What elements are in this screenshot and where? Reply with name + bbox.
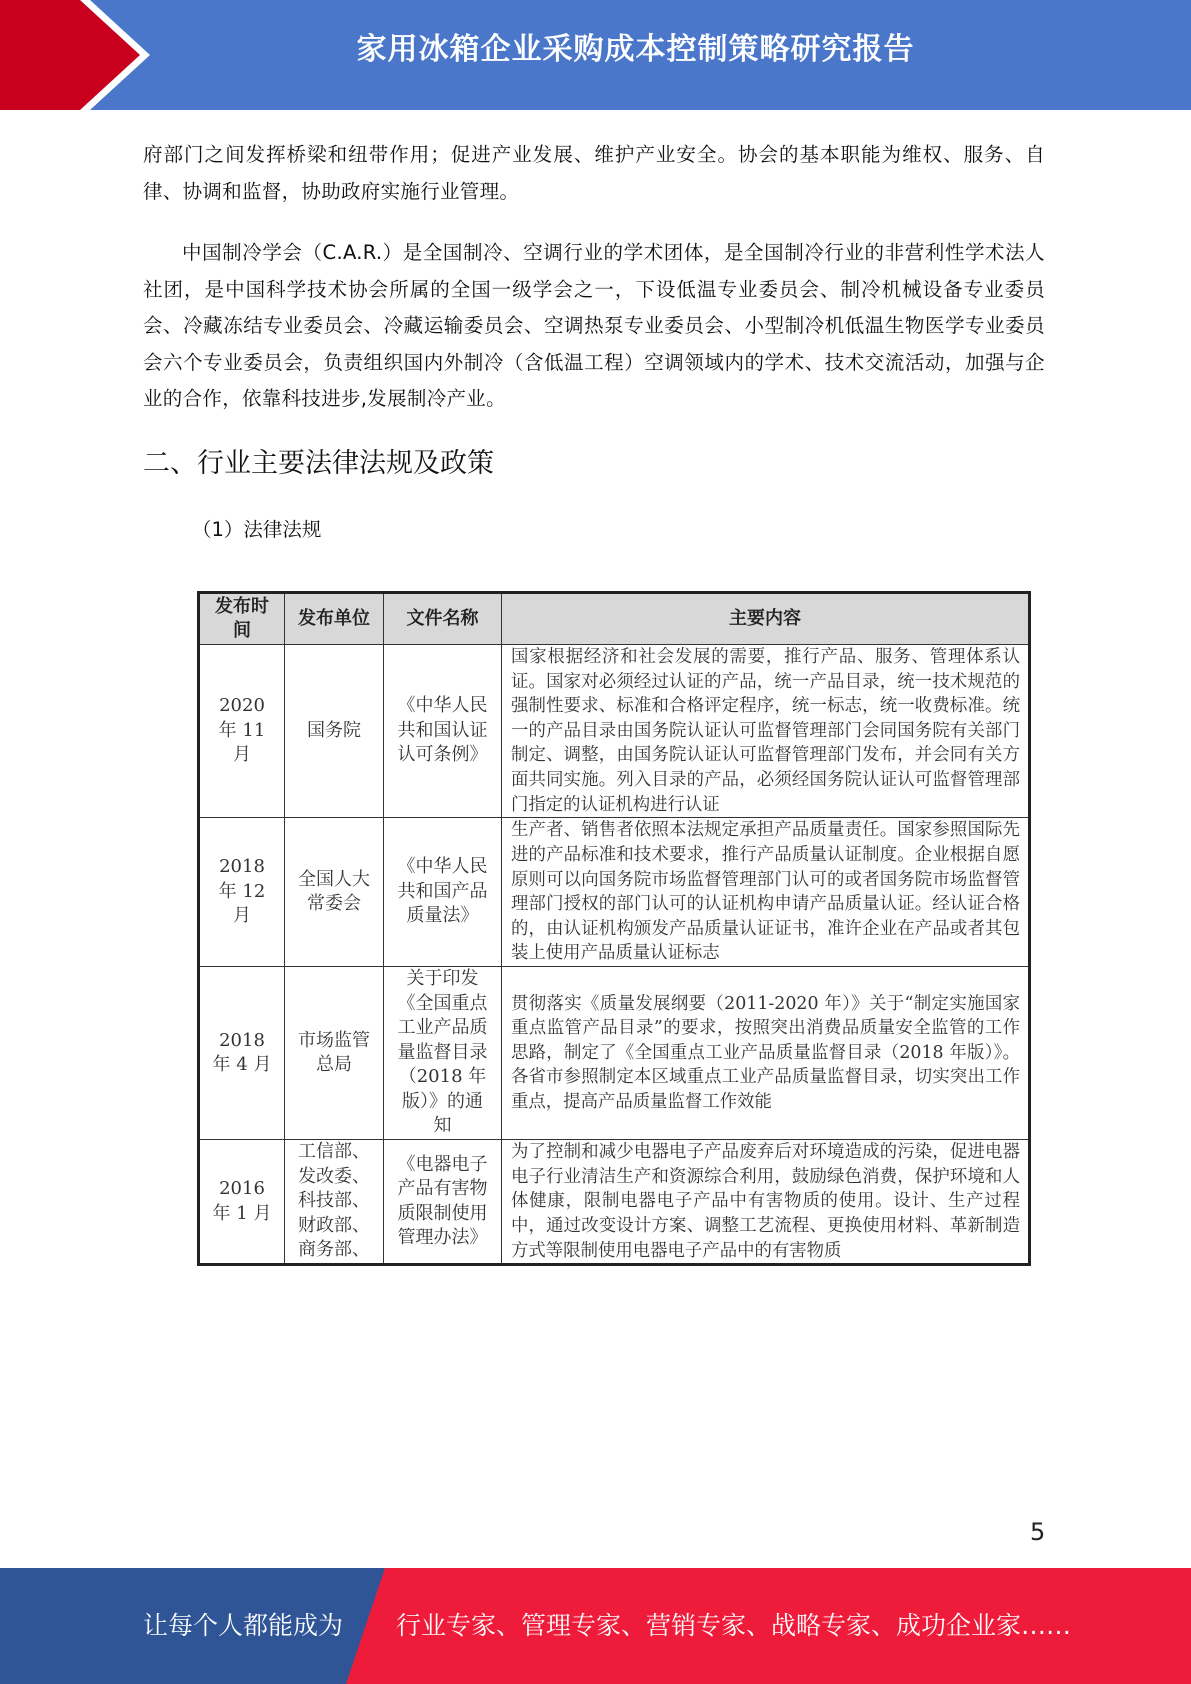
cell-date: 2018 年 12 月 xyxy=(199,818,285,967)
header-doc: 文件名称 xyxy=(384,593,502,645)
sub-title: （1）法律法规 xyxy=(192,518,322,541)
header-content: 主要内容 xyxy=(502,593,1030,645)
paragraph-1-block xyxy=(143,137,1045,210)
cell-content: 国家根据经济和社会发展的需要，推行产品、服务、管理体系认证。国家对必须经过认证的产品，统一产品目录，统一技术规范的强制性要求、标准和合格评定程序，统一标志，统一收费标准。统一的产品目录由国务院认证认可监督管理部门会同国务院有关部门制定、调整，由国务院认证认可监督管理部门发布，并会同有关方面共同实施。列入目录的产品，必须经国务院认证认可监督管理部门指定的认证机构进行认证 xyxy=(502,645,1030,818)
cell-issuer: 全国人大常委会 xyxy=(285,818,384,967)
table-row xyxy=(199,967,1030,1140)
laws-table xyxy=(197,591,1031,1266)
paragraph-2-block xyxy=(143,235,1045,418)
header-arrow-decoration xyxy=(0,0,160,110)
header-title: 家用冰箱企业采购成本控制策略研究报告 xyxy=(356,32,915,67)
cell-issuer: 市场监管总局 xyxy=(285,967,384,1140)
page-number: 5 xyxy=(1030,1518,1046,1546)
cell-date: 2018 年 4 月 xyxy=(199,967,285,1140)
cell-doc: 《中华人民共和国认证认可条例》 xyxy=(384,645,502,818)
table-row xyxy=(199,645,1030,818)
cell-date: 2020 年 11 月 xyxy=(199,645,285,818)
cell-date: 2016 年 1 月 xyxy=(199,1140,285,1265)
table-row xyxy=(199,1140,1030,1265)
paragraph-2: 中国制冷学会（C.A.R.）是全国制冷、空调行业的学术团体，是全国制冷行业的非营利性学术法人社团，是中国科学技术协会所属的全国一级学会之一，下设低温专业委员会、制冷机械设备专业委员会、冷藏冻结专业委员会、冷藏运输委员会、空调热泵专业委员会、小型制冷机低温生物医学专业委员会六个专业委员会，负责组织国内外制冷（含低温工程）空调领域内的学术、技术交流活动，加强与企业的合作，依靠科技进步,发展制冷产业。 xyxy=(143,241,1045,410)
cell-content: 贯彻落实《质量发展纲要（2011-2020 年）》关于“制定实施国家重点监管产品目录”的要求，按照突出消费品质量安全监管的工作思路，制定了《全国重点工业产品质量监督目录（2018 年版）》。各省市参照制定本区域重点工业产品质量监督目录，切实突出工作重点，提高产品质量监督工作效能 xyxy=(502,967,1030,1140)
table-header-row xyxy=(199,593,1030,645)
cell-doc: 《中华人民共和国产品质量法》 xyxy=(384,818,502,967)
cell-issuer: 工信部、发改委、科技部、财政部、商务部、 xyxy=(285,1140,384,1265)
cell-content: 生产者、销售者依照本法规定承担产品质量责任。国家参照国际先进的产品标准和技术要求，推行产品质量认证制度。企业根据自愿原则可以向国务院市场监督管理部门认可的或者国务院市场监督管理部门授权的部门认可的认证机构申请产品质量认证。经认证合格的，由认证机构颁发产品质量认证证书，准许企业在产品或者其包装上使用产品质量认证标志 xyxy=(502,818,1030,967)
footer-slogan-left: 让每个人都能成为 xyxy=(143,1611,344,1640)
page-footer xyxy=(0,1568,1191,1684)
table-row xyxy=(199,818,1030,967)
header-issuer: 发布单位 xyxy=(285,593,384,645)
cell-doc: 关于印发《全国重点工业产品质量监督目录（2018 年版）》的通知 xyxy=(384,967,502,1140)
footer-slogan-right: 行业专家、管理专家、营销专家、战略专家、成功企业家…… xyxy=(396,1611,1072,1640)
cell-issuer: 国务院 xyxy=(285,645,384,818)
header-date: 发布时间 xyxy=(199,593,285,645)
section-title: 二、行业主要法律法规及政策 xyxy=(143,448,494,479)
page-header xyxy=(0,0,1191,110)
cell-doc: 《电器电子产品有害物质限制使用管理办法》 xyxy=(384,1140,502,1265)
cell-content: 为了控制和减少电器电子产品废弃后对环境造成的污染，促进电器电子行业清洁生产和资源综合利用，鼓励绿色消费，保护环境和人体健康，限制电器电子产品中有害物质的使用。设计、生产过程中，通过改变设计方案、调整工艺流程、更换使用材料、革新制造方式等限制使用电器电子产品中的有害物质 xyxy=(502,1140,1030,1265)
paragraph-1: 府部门之间发挥桥梁和纽带作用；促进产业发展、维护产业安全。协会的基本职能为维权、服务、自律、协调和监督，协助政府实施行业管理。 xyxy=(143,143,1045,203)
